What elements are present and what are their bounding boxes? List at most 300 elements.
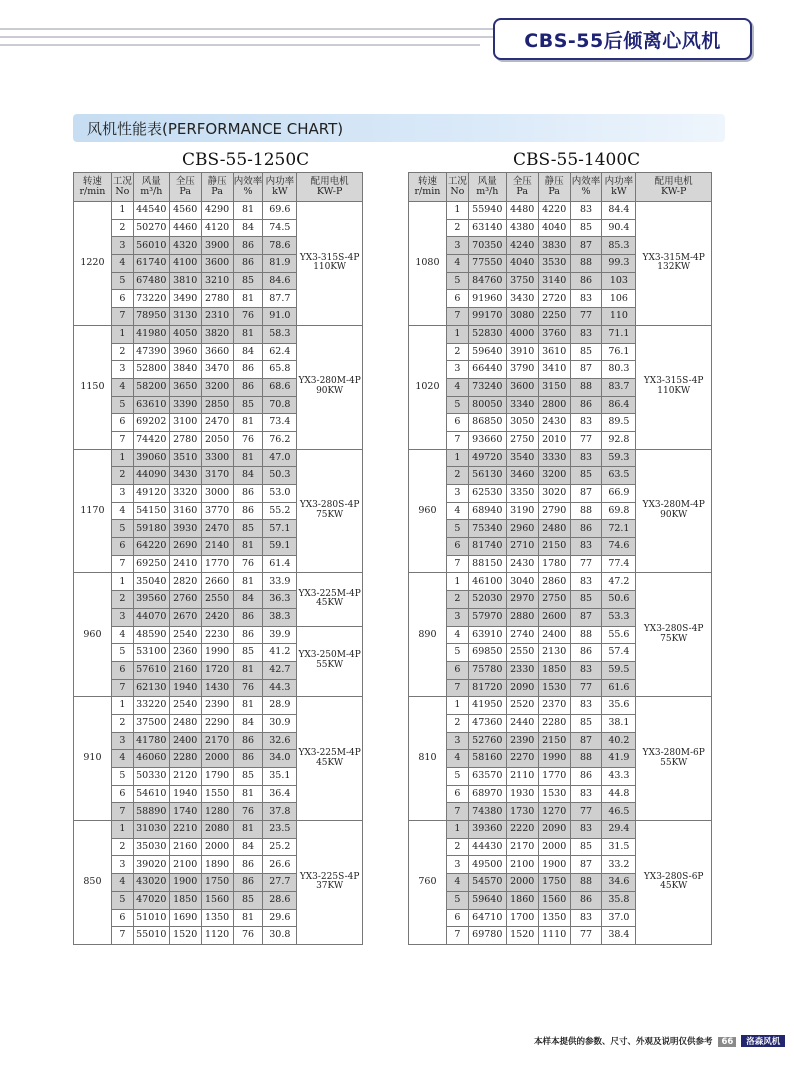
data-cell: 3000 <box>201 485 233 503</box>
data-cell: 2470 <box>201 520 233 538</box>
data-cell: 2140 <box>201 538 233 556</box>
data-cell: 47360 <box>468 714 506 732</box>
data-cell: 5 <box>111 396 133 414</box>
data-cell: 3130 <box>169 308 201 326</box>
data-cell: 52800 <box>133 361 169 379</box>
data-cell: 30.8 <box>263 927 297 945</box>
data-cell: 77 <box>570 927 602 945</box>
motor-cell <box>297 821 363 945</box>
column-header <box>233 173 263 202</box>
data-cell: 1110 <box>538 927 570 945</box>
motor-power: 75KW <box>316 510 344 521</box>
data-cell: 4050 <box>169 325 201 343</box>
motor-model: YX3-280M-4P <box>642 500 705 511</box>
column-header-line: No <box>450 186 465 197</box>
column-header-line: 工况 <box>447 175 467 187</box>
data-cell: 63910 <box>468 626 506 644</box>
data-cell: 2090 <box>538 821 570 839</box>
data-cell: 1350 <box>201 909 233 927</box>
data-cell: 86 <box>233 750 263 768</box>
data-cell: 1900 <box>169 874 201 892</box>
data-cell: 81 <box>233 573 263 591</box>
data-cell: 2960 <box>506 520 538 538</box>
data-cell: 1 <box>446 202 468 220</box>
column-header-line: 转速 <box>417 175 437 187</box>
column-header-line: 风量 <box>141 175 161 187</box>
data-cell: 84 <box>233 219 263 237</box>
data-cell: 53100 <box>133 644 169 662</box>
data-cell: 83 <box>570 202 602 220</box>
data-cell: 3320 <box>169 485 201 503</box>
data-cell: 2270 <box>506 750 538 768</box>
data-cell: 91960 <box>468 290 506 308</box>
data-cell: 89.5 <box>602 414 636 432</box>
data-cell: 3200 <box>538 467 570 485</box>
data-cell: 27.7 <box>263 874 297 892</box>
data-cell: 85 <box>233 644 263 662</box>
data-cell: 52830 <box>468 325 506 343</box>
data-cell: 39560 <box>133 591 169 609</box>
data-cell: 2670 <box>169 608 201 626</box>
data-cell: 1750 <box>538 874 570 892</box>
data-cell: 3100 <box>169 414 201 432</box>
data-cell: 39020 <box>133 856 169 874</box>
data-cell: 3540 <box>506 449 538 467</box>
column-header-line: 配用电机 <box>310 175 349 187</box>
data-cell: 7 <box>111 431 133 449</box>
data-cell: 2550 <box>506 644 538 662</box>
data-cell: 26.6 <box>263 856 297 874</box>
data-cell: 81 <box>233 202 263 220</box>
motor-power: 110KW <box>313 262 347 273</box>
column-header-line: 转速 <box>82 175 102 187</box>
data-cell: 4290 <box>201 202 233 220</box>
data-cell: 6 <box>446 414 468 432</box>
data-cell: 4320 <box>169 237 201 255</box>
data-cell: 2880 <box>506 608 538 626</box>
table-row <box>74 626 363 644</box>
data-cell: 58.3 <box>263 325 297 343</box>
data-cell: 86 <box>233 874 263 892</box>
data-cell: 85.3 <box>602 237 636 255</box>
column-header <box>636 173 712 202</box>
data-cell: 69250 <box>133 555 169 573</box>
data-cell: 47.0 <box>263 449 297 467</box>
data-cell: 62130 <box>133 679 169 697</box>
column-header-line: Pa <box>211 186 223 197</box>
data-cell: 85 <box>570 219 602 237</box>
data-cell: 81 <box>233 538 263 556</box>
data-cell: 2540 <box>169 626 201 644</box>
data-cell: 4 <box>111 874 133 892</box>
data-cell: 57.4 <box>602 644 636 662</box>
data-cell: 83 <box>570 821 602 839</box>
data-cell: 2 <box>111 838 133 856</box>
data-cell: 46060 <box>133 750 169 768</box>
data-cell: 3080 <box>506 308 538 326</box>
motor-model: YX3-280S-4P <box>299 500 360 511</box>
data-cell: 86 <box>233 237 263 255</box>
data-cell: 92.8 <box>602 431 636 449</box>
data-cell: 4 <box>446 626 468 644</box>
data-cell: 2000 <box>506 874 538 892</box>
data-cell: 81 <box>233 414 263 432</box>
data-cell: 5 <box>111 644 133 662</box>
data-cell: 86 <box>233 485 263 503</box>
data-cell: 1 <box>446 449 468 467</box>
data-cell: 1350 <box>538 909 570 927</box>
data-cell: 85 <box>233 891 263 909</box>
data-cell: 31.5 <box>602 838 636 856</box>
column-header-line: Pa <box>516 186 529 197</box>
data-cell: 41.2 <box>263 644 297 662</box>
data-cell: 5 <box>446 768 468 786</box>
page-number: 66 <box>718 1037 736 1047</box>
data-cell: 7 <box>111 927 133 945</box>
data-cell: 81 <box>233 449 263 467</box>
data-cell: 86 <box>233 608 263 626</box>
data-cell: 3 <box>446 856 468 874</box>
data-cell: 59.5 <box>602 661 636 679</box>
data-cell: 81.9 <box>263 255 297 273</box>
data-cell: 86850 <box>468 414 506 432</box>
data-cell: 86 <box>570 520 602 538</box>
data-cell: 47.2 <box>602 573 636 591</box>
data-cell: 68.6 <box>263 378 297 396</box>
data-cell: 63570 <box>468 768 506 786</box>
data-cell: 3790 <box>506 361 538 379</box>
data-cell: 83 <box>570 785 602 803</box>
performance-table-left <box>73 172 363 945</box>
data-cell: 4 <box>446 378 468 396</box>
motor-model: YX3-280M-6P <box>642 747 705 758</box>
data-cell: 2 <box>446 219 468 237</box>
data-cell: 62.4 <box>263 343 297 361</box>
data-cell: 57.1 <box>263 520 297 538</box>
data-cell: 2 <box>111 467 133 485</box>
data-cell: 84 <box>233 838 263 856</box>
data-cell: 59.1 <box>263 538 297 556</box>
motor-power: 90KW <box>660 510 688 521</box>
data-cell: 80050 <box>468 396 506 414</box>
data-cell: 58890 <box>133 803 169 821</box>
data-cell: 110 <box>602 308 636 326</box>
data-cell: 74.6 <box>602 538 636 556</box>
data-cell: 1940 <box>169 785 201 803</box>
data-cell: 36.4 <box>263 785 297 803</box>
data-cell: 2420 <box>201 608 233 626</box>
data-cell: 1 <box>111 449 133 467</box>
data-cell: 37500 <box>133 714 169 732</box>
data-cell: 59.3 <box>602 449 636 467</box>
data-cell: 2220 <box>506 821 538 839</box>
data-cell: 63.5 <box>602 467 636 485</box>
data-cell: 2720 <box>538 290 570 308</box>
data-cell: 37.8 <box>263 803 297 821</box>
data-cell: 2080 <box>201 821 233 839</box>
data-cell: 69850 <box>468 644 506 662</box>
data-cell: 53.3 <box>602 608 636 626</box>
data-cell: 3150 <box>538 378 570 396</box>
data-cell: 3490 <box>169 290 201 308</box>
data-cell: 76 <box>233 555 263 573</box>
column-header-line: 内功率 <box>265 175 295 187</box>
data-cell: 4040 <box>506 255 538 273</box>
performance-table-right <box>408 172 712 945</box>
data-cell: 2970 <box>506 591 538 609</box>
data-cell: 88150 <box>468 555 506 573</box>
data-cell: 1890 <box>201 856 233 874</box>
column-header <box>506 173 538 202</box>
header-title: CBS-55后倾离心风机 <box>524 29 721 52</box>
data-cell: 2710 <box>506 538 538 556</box>
data-cell: 77 <box>570 431 602 449</box>
data-cell: 2170 <box>201 732 233 750</box>
data-cell: 86 <box>233 502 263 520</box>
motor-model: YX3-225S-4P <box>299 871 360 882</box>
data-cell: 38.3 <box>263 608 297 626</box>
data-cell: 55010 <box>133 927 169 945</box>
data-cell: 2 <box>446 467 468 485</box>
column-header-line: 配用电机 <box>654 175 693 187</box>
data-cell: 7 <box>446 679 468 697</box>
motor-power: 37KW <box>316 881 344 892</box>
data-cell: 2430 <box>506 555 538 573</box>
column-header-line: 内效率 <box>233 175 263 187</box>
data-cell: 61.4 <box>263 555 297 573</box>
data-cell: 46.5 <box>602 803 636 821</box>
data-cell: 5 <box>111 520 133 538</box>
data-cell: 58160 <box>468 750 506 768</box>
data-cell: 55.6 <box>602 626 636 644</box>
data-cell: 3140 <box>538 272 570 290</box>
data-cell: 4 <box>111 502 133 520</box>
data-cell: 73.4 <box>263 414 297 432</box>
data-cell: 1520 <box>169 927 201 945</box>
data-cell: 87 <box>570 237 602 255</box>
motor-model: YX3-280S-6P <box>643 871 704 882</box>
column-header <box>74 173 112 202</box>
data-cell: 2150 <box>538 538 570 556</box>
data-cell: 23.5 <box>263 821 297 839</box>
column-header-line: 静压 <box>544 175 564 187</box>
column-header-line: r/min <box>79 186 106 197</box>
data-cell: 7 <box>446 803 468 821</box>
data-cell: 4100 <box>169 255 201 273</box>
data-cell: 69.6 <box>263 202 297 220</box>
data-cell: 1 <box>446 821 468 839</box>
table-row <box>409 202 712 220</box>
motor-power: 132KW <box>657 262 691 273</box>
motor-power: 75KW <box>660 633 688 644</box>
data-cell: 2660 <box>201 573 233 591</box>
motor-cell <box>636 697 712 821</box>
data-cell: 1 <box>446 697 468 715</box>
data-cell: 87 <box>570 485 602 503</box>
data-cell: 7 <box>111 679 133 697</box>
data-cell: 6 <box>111 290 133 308</box>
data-cell: 44070 <box>133 608 169 626</box>
data-cell: 48590 <box>133 626 169 644</box>
data-cell: 3900 <box>201 237 233 255</box>
data-cell: 7 <box>446 308 468 326</box>
data-cell: 88 <box>570 626 602 644</box>
data-cell: 1 <box>111 697 133 715</box>
data-cell: 2110 <box>506 768 538 786</box>
data-cell: 86 <box>233 255 263 273</box>
data-cell: 1940 <box>169 679 201 697</box>
column-header-line: Pa <box>548 186 560 197</box>
data-cell: 55.2 <box>263 502 297 520</box>
data-cell: 2 <box>111 591 133 609</box>
data-cell: 4000 <box>506 325 538 343</box>
data-cell: 70350 <box>468 237 506 255</box>
data-cell: 3160 <box>169 502 201 520</box>
data-cell: 1 <box>111 573 133 591</box>
data-cell: 44430 <box>468 838 506 856</box>
data-cell: 81 <box>233 325 263 343</box>
speed-cell: 1220 <box>74 202 112 326</box>
data-cell: 3 <box>111 608 133 626</box>
data-cell: 2540 <box>169 697 201 715</box>
data-cell: 85 <box>233 520 263 538</box>
data-cell: 2 <box>446 343 468 361</box>
motor-cell <box>297 697 363 821</box>
data-cell: 2410 <box>169 555 201 573</box>
column-header <box>297 173 363 202</box>
column-header-line: % <box>581 186 591 197</box>
data-cell: 7 <box>446 431 468 449</box>
data-cell: 61740 <box>133 255 169 273</box>
data-cell: 2010 <box>538 431 570 449</box>
column-header-line: m³/h <box>140 186 163 197</box>
data-cell: 84 <box>233 343 263 361</box>
data-cell: 83 <box>570 909 602 927</box>
column-header-line: No <box>115 186 130 197</box>
motor-model: YX3-280M-4P <box>298 376 361 387</box>
data-cell: 61.6 <box>602 679 636 697</box>
data-cell: 87 <box>570 608 602 626</box>
data-cell: 2000 <box>538 838 570 856</box>
data-cell: 70.8 <box>263 396 297 414</box>
data-cell: 3 <box>446 237 468 255</box>
data-cell: 33.2 <box>602 856 636 874</box>
data-cell: 74.5 <box>263 219 297 237</box>
data-cell: 2000 <box>201 838 233 856</box>
data-cell: 1 <box>111 325 133 343</box>
data-cell: 1520 <box>506 927 538 945</box>
motor-model: YX3-315S-4P <box>643 376 704 387</box>
data-cell: 46100 <box>468 573 506 591</box>
data-cell: 34.0 <box>263 750 297 768</box>
data-cell: 76.1 <box>602 343 636 361</box>
data-cell: 3 <box>111 361 133 379</box>
data-cell: 41780 <box>133 732 169 750</box>
data-cell: 47020 <box>133 891 169 909</box>
table-title-left: CBS-55-1250C <box>182 150 310 170</box>
data-cell: 2820 <box>169 573 201 591</box>
data-cell: 39060 <box>133 449 169 467</box>
data-cell: 50270 <box>133 219 169 237</box>
data-cell: 86 <box>233 732 263 750</box>
data-cell: 1700 <box>506 909 538 927</box>
data-cell: 1 <box>446 573 468 591</box>
data-cell: 7 <box>111 803 133 821</box>
top-rule-2 <box>0 36 500 38</box>
column-header-line: kW <box>611 186 627 197</box>
data-cell: 3330 <box>538 449 570 467</box>
data-cell: 2 <box>446 591 468 609</box>
data-cell: 25.2 <box>263 838 297 856</box>
speed-cell: 850 <box>74 821 112 945</box>
data-cell: 2230 <box>201 626 233 644</box>
motor-cell <box>297 626 363 697</box>
data-cell: 6 <box>111 538 133 556</box>
data-cell: 30.9 <box>263 714 297 732</box>
data-cell: 2760 <box>169 591 201 609</box>
data-cell: 59640 <box>468 891 506 909</box>
speed-cell: 890 <box>409 573 447 697</box>
data-cell: 99170 <box>468 308 506 326</box>
motor-power: 110KW <box>657 386 691 397</box>
data-cell: 2550 <box>201 591 233 609</box>
data-cell: 2280 <box>169 750 201 768</box>
data-cell: 33.9 <box>263 573 297 591</box>
data-cell: 2390 <box>201 697 233 715</box>
data-cell: 3020 <box>538 485 570 503</box>
data-cell: 2160 <box>169 838 201 856</box>
data-cell: 6 <box>111 909 133 927</box>
data-cell: 76 <box>233 308 263 326</box>
data-cell: 78950 <box>133 308 169 326</box>
data-cell: 7 <box>446 555 468 573</box>
data-cell: 3 <box>446 361 468 379</box>
data-cell: 1530 <box>538 679 570 697</box>
data-cell: 1690 <box>169 909 201 927</box>
data-cell: 4 <box>111 378 133 396</box>
data-cell: 3430 <box>506 290 538 308</box>
motor-cell <box>636 202 712 326</box>
data-cell: 29.6 <box>263 909 297 927</box>
data-cell: 81 <box>233 697 263 715</box>
table-row <box>409 697 712 715</box>
speed-cell: 960 <box>409 449 447 573</box>
data-cell: 81740 <box>468 538 506 556</box>
data-cell: 85 <box>233 396 263 414</box>
data-cell: 86 <box>570 891 602 909</box>
data-cell: 2370 <box>538 697 570 715</box>
data-cell: 3 <box>111 485 133 503</box>
data-cell: 68940 <box>468 502 506 520</box>
data-cell: 106 <box>602 290 636 308</box>
data-cell: 78.6 <box>263 237 297 255</box>
data-cell: 56010 <box>133 237 169 255</box>
data-cell: 1 <box>111 821 133 839</box>
data-cell: 5 <box>111 272 133 290</box>
data-cell: 2280 <box>538 714 570 732</box>
data-cell: 2050 <box>201 431 233 449</box>
motor-model: YX3-225M-4P <box>298 588 361 599</box>
data-cell: 77550 <box>468 255 506 273</box>
data-cell: 83 <box>570 449 602 467</box>
data-cell: 2160 <box>169 661 201 679</box>
motor-cell <box>297 449 363 573</box>
data-cell: 5 <box>446 272 468 290</box>
column-header-line: kW <box>272 186 288 197</box>
data-cell: 86 <box>233 378 263 396</box>
data-cell: 4 <box>111 255 133 273</box>
data-cell: 76 <box>233 927 263 945</box>
